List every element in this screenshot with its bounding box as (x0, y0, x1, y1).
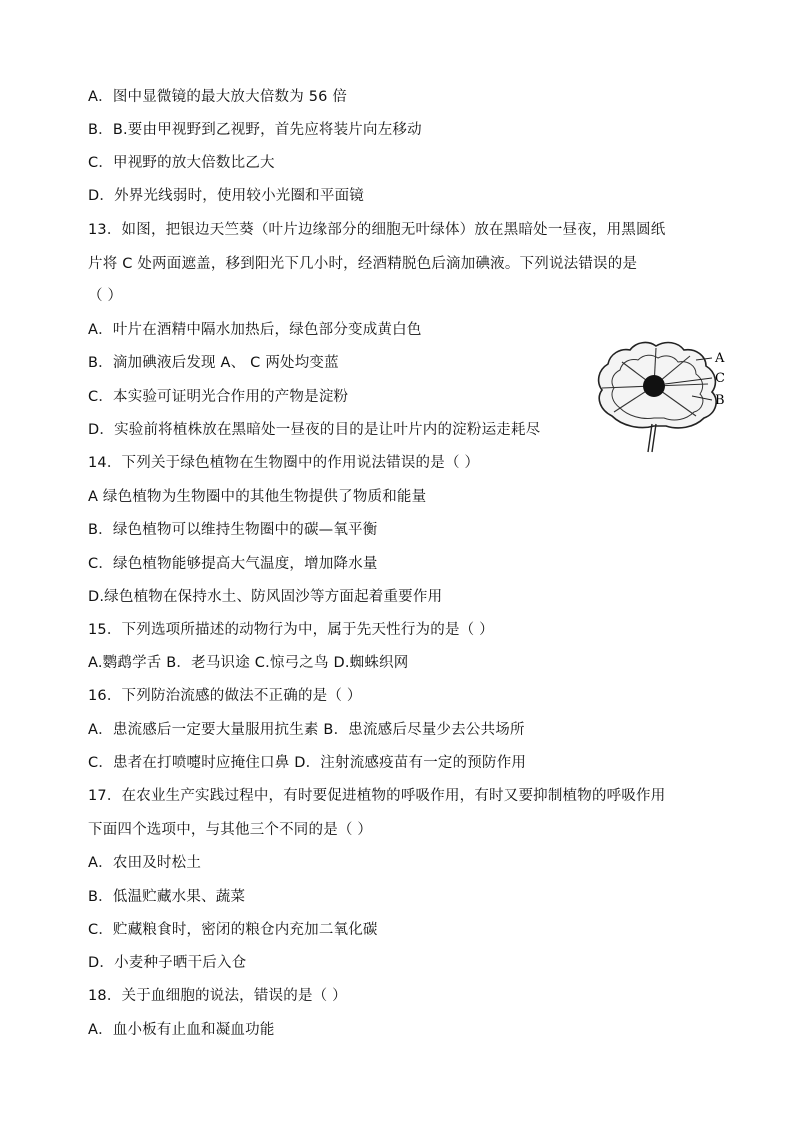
q15-options: A.鹦鹉学舌 B．老马识途 C.惊弓之鸟 D.蜘蛛织网 (88, 655, 409, 671)
black-paper-disc (643, 375, 665, 397)
q13-option-c: C．本实验可证明光合作用的产物是淀粉 (88, 389, 349, 405)
q14-option-b: B．绿色植物可以维持生物圈中的碳—氧平衡 (88, 522, 378, 538)
q13-option-a: A．叶片在酒精中隔水加热后，绿色部分变成黄白色 (88, 322, 422, 338)
q16-stem: 16．下列防治流感的做法不正确的是（ ） (88, 688, 362, 704)
leaf-petiole (648, 424, 656, 452)
q16-options-ab: A．患流感后一定要大量服用抗生素 B．患流感后尽量少去公共场所 (88, 722, 525, 738)
q12-option-b: B．B.要由甲视野到乙视野，首先应将装片向左移动 (88, 122, 422, 138)
q14-option-a: A 绿色植物为生物圈中的其他生物提供了物质和能量 (88, 489, 427, 505)
q13-stem-line3: （ ） (88, 288, 123, 304)
q14-option-c: C．绿色植物能够提高大气温度，增加降水量 (88, 556, 378, 572)
q15-stem: 15．下列选项所描述的动物行为中，属于先天性行为的是（ ） (88, 622, 494, 638)
q13-stem-line2: 片将 C 处两面遮盖，移到阳光下几小时，经酒精脱色后滴加碘液。下列说法错误的是 (88, 256, 638, 272)
label-c: C (715, 371, 725, 386)
q12-option-d: D．外界光线弱时，使用较小光圈和平面镜 (88, 188, 364, 204)
q17-stem-line2: 下面四个选项中，与其他三个不同的是（ ） (88, 822, 373, 838)
q18-stem: 18．关于血细胞的说法，错误的是（ ） (88, 988, 347, 1004)
q17-option-b: B．低温贮藏水果、蔬菜 (88, 889, 246, 905)
q14-option-d: D.绿色植物在保持水土、防风固沙等方面起着重要作用 (88, 589, 443, 605)
geranium-leaf-figure (592, 336, 732, 454)
label-b: B (715, 393, 725, 408)
q12-option-a: A．图中显微镜的最大放大倍数为 56 倍 (88, 89, 348, 105)
q13-stem-line1: 13．如图，把银边天竺葵（叶片边缘部分的细胞无叶绿体）放在黑暗处一昼夜，用黑圆纸 (88, 222, 666, 238)
q17-stem-line1: 17．在农业生产实践过程中，有时要促进植物的呼吸作用，有时又要抑制植物的呼吸作用 (88, 788, 666, 804)
q17-option-d: D．小麦种子晒干后入仓 (88, 955, 247, 971)
q16-options-cd: C．患者在打喷嚏时应掩住口鼻 D．注射流感疫苗有一定的预防作用 (88, 755, 527, 771)
q18-option-a: A．血小板有止血和凝血功能 (88, 1022, 275, 1038)
q17-option-c: C．贮藏粮食时，密闭的粮仓内充加二氧化碳 (88, 922, 378, 938)
q14-stem: 14．下列关于绿色植物在生物圈中的作用说法错误的是（ ） (88, 455, 480, 471)
leaf-illustration (592, 336, 732, 454)
q13-option-b: B．滴加碘液后发现 A、 C 两处均变蓝 (88, 355, 339, 371)
q17-option-a: A．农田及时松土 (88, 855, 202, 871)
label-a: A (715, 351, 725, 366)
q13-option-d: D．实验前将植株放在黑暗处一昼夜的目的是让叶片内的淀粉运走耗尽 (88, 422, 541, 438)
q12-option-c: C．甲视野的放大倍数比乙大 (88, 155, 275, 171)
